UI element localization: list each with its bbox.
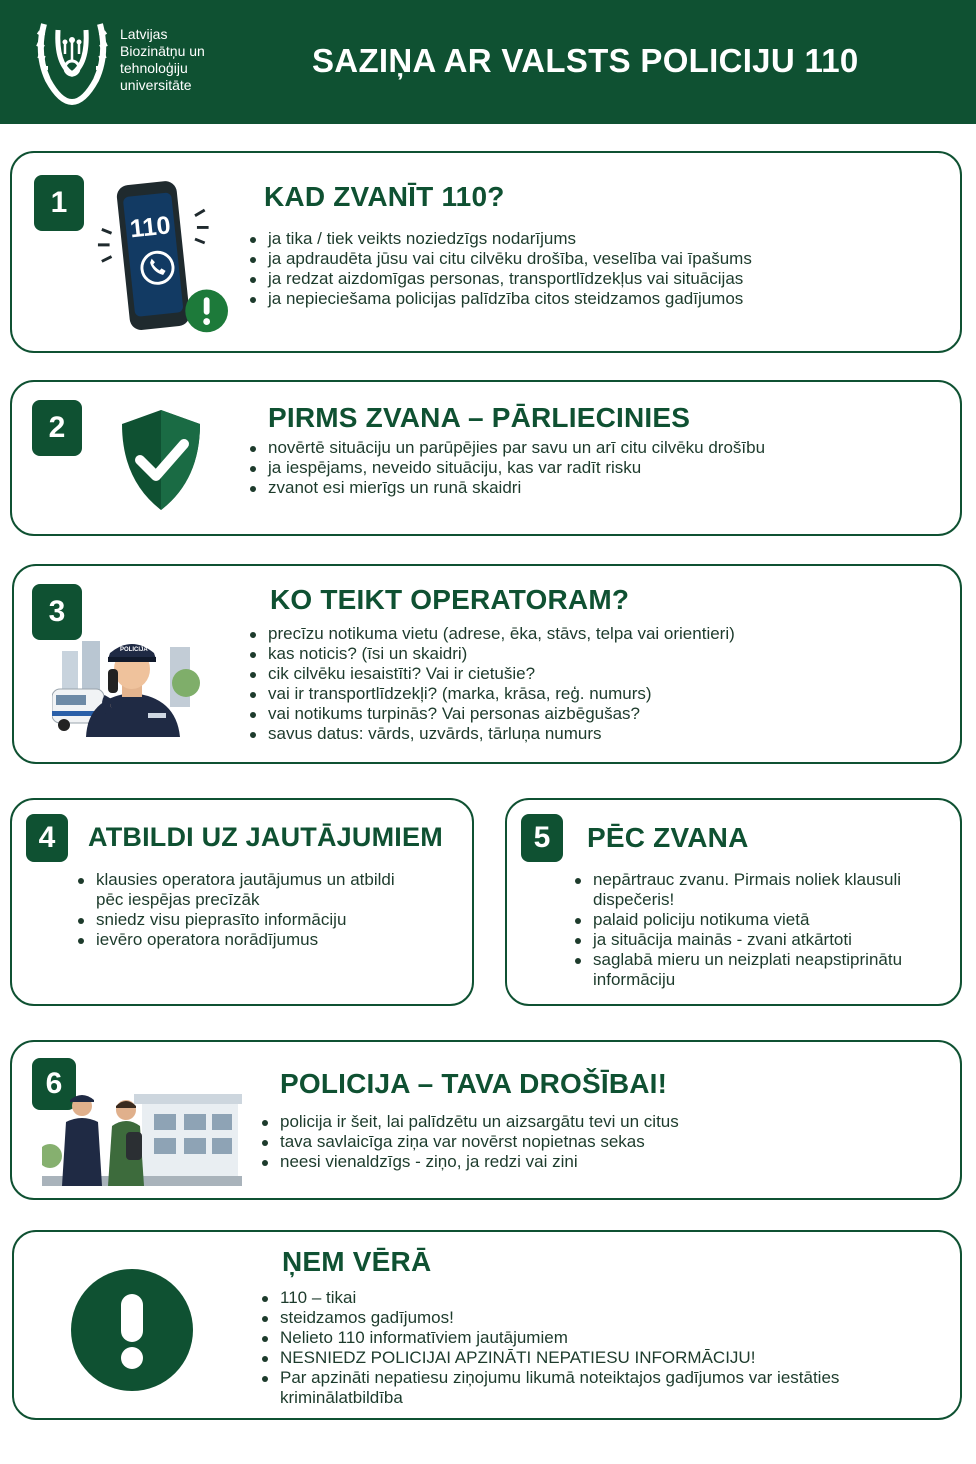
section-list (248, 229, 948, 309)
section-card-6 (10, 1040, 962, 1200)
police-label: POLICIJA (120, 647, 148, 653)
university-name-line: tehnoloģiju (120, 60, 188, 76)
section-card-1 (10, 151, 962, 353)
list-item: sniedz visu pieprasīto informāciju (76, 910, 416, 930)
list-item: savus datus: vārds, uzvārds, tārluņa numurs (248, 724, 948, 744)
section-list (260, 1112, 940, 1172)
shield-check-icon (116, 406, 206, 516)
section-list (573, 870, 913, 990)
list-item: ja nepieciešama policijas palīdzība citos steidzamos gadījumos (248, 289, 948, 309)
police-and-citizen-icon (42, 1086, 242, 1186)
list-item: klausies operatora jautājumus un atbildi pēc iespējas precīzāk (76, 870, 416, 910)
list-item: neesi vienaldzīgs - ziņo, ja redzi vai zini (260, 1152, 940, 1172)
list-item: ja situācija mainās - zvani atkārtoti (573, 930, 913, 950)
list-item: policija ir šeit, lai palīdzētu un aizsargātu tevi un citus (260, 1112, 940, 1132)
section-card-3 (12, 564, 962, 764)
section-list (248, 624, 948, 744)
section-number-badge: 2 (32, 400, 82, 456)
phone-110-text: 110 (128, 211, 172, 244)
section-title: POLICIJA – TAVA DROŠĪBAI! (280, 1068, 668, 1099)
list-item: cik cilvēku iesaistīti? Vai ir cietušie? (248, 664, 948, 684)
university-name (120, 26, 260, 94)
list-item: ja redzat aizdomīgas personas, transportlīdzekļus vai situācijas (248, 269, 948, 289)
page-title: SAZIŅA AR VALSTS POLICIJU 110 (312, 42, 859, 79)
list-item: kas noticis? (īsi un skaidri) (248, 644, 948, 664)
section-list (248, 438, 948, 498)
section-list (76, 870, 416, 950)
list-item: Nelieto 110 informatīviem jautājumiem (260, 1328, 940, 1348)
list-item: ja apdraudēta jūsu vai citu cilvēku drošība, veselība vai īpašums (248, 249, 948, 269)
list-item: ievēro operatora norādījumus (76, 930, 416, 950)
section-title: PIRMS ZVANA – PĀRLIECINIES (268, 402, 691, 433)
list-item: ja tika / tiek veikts noziedzīgs nodarījums (248, 229, 948, 249)
note-card (12, 1230, 962, 1420)
list-item: zvanot esi mierīgs un runā skaidri (248, 478, 948, 498)
section-number-badge: 5 (521, 814, 563, 862)
section-card-2 (10, 380, 962, 536)
list-item: Par apzināti nepatiesu ziņojumu likumā noteiktajos gadījumos var iestāties kriminālatbildība (260, 1368, 940, 1408)
section-number-badge: 4 (26, 814, 68, 862)
list-item: vai notikums turpinās? Vai personas aizbēgušas? (248, 704, 948, 724)
university-name-line: Latvijas (120, 26, 168, 42)
list-item: saglabā mieru un neizplati neapstiprinātu informāciju (573, 950, 913, 990)
section-title: PĒC ZVANA (587, 822, 749, 853)
university-logo-icon (34, 14, 110, 108)
section-card-5 (505, 798, 962, 1006)
section-title: ŅEM VĒRĀ (282, 1246, 432, 1277)
exclamation-circle-icon (70, 1268, 194, 1392)
section-title: KO TEIKT OPERATORAM? (270, 584, 630, 615)
section-number-badge: 6 (32, 1058, 76, 1110)
section-title: ATBILDI UZ JAUTĀJUMIEM (88, 822, 443, 852)
university-name-line: Biozinātņu un (120, 43, 205, 59)
list-item: novērtē situāciju un parūpējies par savu un arī citu cilvēku drošību (248, 438, 948, 458)
list-item: NESNIEDZ POLICIJAI APZINĀTI NEPATIESU INFORMĀCIJU! (260, 1348, 940, 1368)
phone-110-icon (92, 175, 232, 340)
section-list (260, 1288, 940, 1408)
section-number-badge: 1 (34, 175, 84, 231)
list-item: palaid policiju notikuma vietā (573, 910, 913, 930)
list-item: vai ir transportlīdzekļi? (marka, krāsa, reģ. numurs) (248, 684, 948, 704)
list-item: ja iespējams, neveido situāciju, kas var radīt risku (248, 458, 948, 478)
section-title: KAD ZVANĪT 110? (264, 181, 505, 212)
list-item: 110 – tikai (260, 1288, 940, 1308)
list-item: tava savlaicīga ziņa var novērst nopietnas sekas (260, 1132, 940, 1152)
list-item: nepārtrauc zvanu. Pirmais noliek klausuli dispečeris! (573, 870, 913, 910)
section-card-4 (10, 798, 474, 1006)
header-bar (0, 0, 976, 124)
police-officer-phone-icon (52, 626, 202, 738)
list-item: steidzamos gadījumos! (260, 1308, 940, 1328)
university-name-line: universitāte (120, 77, 192, 93)
section-number-badge: 3 (32, 584, 82, 640)
list-item: precīzu notikuma vietu (adrese, ēka, stāvs, telpa vai orientieri) (248, 624, 948, 644)
